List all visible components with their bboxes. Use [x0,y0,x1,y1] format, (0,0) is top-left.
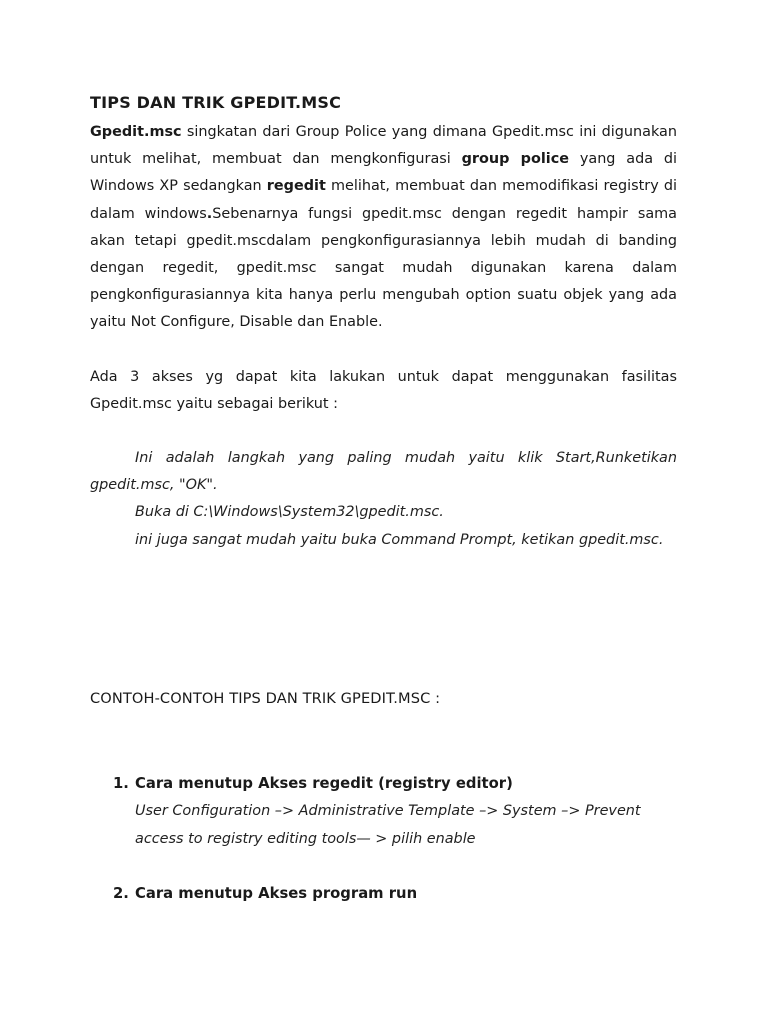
intro-text-2: yang ada di Windows XP sedangkan [90,151,677,195]
list-number: 2. [113,885,129,902]
intro-text-1: singkatan dari Group Police yang dimana Gpedit.msc ini digunakan untuk melihat, membuat dan mengkonfigurasi [90,124,677,168]
example-title-text: Cara menutup Akses program run [135,885,418,902]
intro-period: . [206,205,213,222]
term-group-police: group police [461,151,570,168]
examples-heading: CONTOH-CONTOH TIPS DAN TRIK GPEDIT.MSC : [90,690,441,707]
intro-paragraph [90,119,677,337]
access-method: Ini adalah langkah yang paling mudah yaitu klik Start,Runketikan gpedit.msc, "OK". [90,450,677,494]
intro-text-3: melihat, membuat dan memodifikasi registry di dalam windows [90,178,677,222]
example-title [90,770,677,797]
term-gpedit: Gpedit.msc [90,124,182,140]
example-path: User Configuration –> Administrative Template –> System –> Prevent access to registry editing tools— > pilih enable [135,803,641,847]
document-title: TIPS DAN TRIK GPEDIT.MSC [90,93,342,112]
example-item [90,880,677,907]
access-methods [90,445,677,554]
access-method: Buka di C:\Windows\System32\gpedit.msc. [135,504,444,521]
example-title [90,880,677,907]
example-item [90,770,677,853]
intro-text-4: Sebenarnya fungsi gpedit.msc dengan regedit hampir sama akan tetapi gpedit.mscdalam pengkonfigurasiannya lebih mudah di banding dengan regedit, gpedit.msc sangat mudah digunakan karena dalam pengkonfigurasiannya kita hanya perlu mengubah option suatu objek yang ada yaitu Not Configure, Disable dan Enable. [90,205,677,331]
example-title-text: Cara menutup Akses regedit (registry editor) [135,775,513,792]
term-regedit: regedit [266,178,326,195]
access-method: ini juga sangat mudah yaitu buka Command Prompt, ketikan gpedit.msc. [135,531,664,548]
access-intro-paragraph: Ada 3 akses yg dapat kita lakukan untuk dapat menggunakan fasilitas Gpedit.msc yaitu sebagai berikut : [90,369,677,413]
list-number: 1. [113,775,129,792]
